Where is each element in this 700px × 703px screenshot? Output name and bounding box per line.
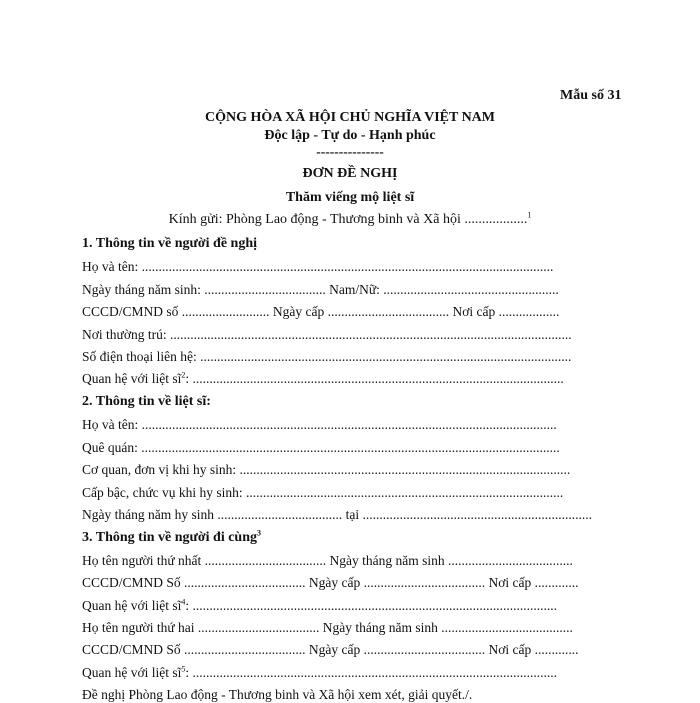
- recipient-text: Kính gửi: Phòng Lao động - Thương binh và Xã hội ..................: [168, 212, 528, 227]
- companion2-name-field[interactable]: Họ tên người thứ hai .................................... Ngày tháng năm sinh .......................................: [82, 620, 573, 635]
- applicant-name-field[interactable]: Họ và tên: ..........................................................................................................................: [82, 259, 554, 274]
- relation-dots: : ............................................................................................................: [185, 598, 558, 613]
- footnote-3: 3: [257, 528, 261, 538]
- footnote-4: 4: [181, 597, 186, 607]
- closing-statement: Đề nghị Phòng Lao động - Thương binh và Xã hội xem xét, giải quyết./.: [82, 687, 473, 702]
- doc-subtitle: Thăm viếng mộ liệt sĩ: [285, 190, 415, 205]
- relation-dots: : ..............................................................................................................: [185, 371, 564, 386]
- martyr-death-date-field[interactable]: Ngày tháng năm hy sinh ..................................... tại ....................................................................: [82, 507, 592, 522]
- header-divider: ---------------: [316, 144, 384, 159]
- section3-heading: [82, 530, 261, 546]
- recipient-line: [0, 212, 700, 228]
- form-number: Mẫu số 31: [560, 88, 622, 103]
- companion2-id-field[interactable]: CCCD/CMND Số .................................... Ngày cấp .................................... Nơi cấp .............: [82, 642, 579, 657]
- country-header: CỘNG HÒA XÃ HỘI CHỦ NGHĨA VIỆT NAM: [204, 110, 495, 125]
- martyr-name-field[interactable]: Họ và tên: ...........................................................................................................................: [82, 417, 557, 432]
- martyr-rank-field[interactable]: Cấp bậc, chức vụ khi hy sinh: ..............................................................................................: [82, 485, 564, 500]
- companion1-relation-field[interactable]: [82, 598, 557, 614]
- footnote-5: 5: [181, 664, 186, 674]
- relation-label: Quan hệ với liệt sĩ: [82, 665, 182, 680]
- applicant-relation-field[interactable]: [82, 371, 564, 387]
- applicant-id-field[interactable]: CCCD/CMND số .......................... Ngày cấp .................................... Nơi cấp ..................: [82, 304, 560, 319]
- applicant-phone-field[interactable]: Số điện thoại liên hệ: ..............................................................................................................: [82, 349, 572, 364]
- martyr-unit-field[interactable]: Cơ quan, đơn vị khi hy sinh: ..................................................................................................: [82, 462, 571, 477]
- section2-heading: 2. Thông tin về liệt sĩ:: [82, 394, 211, 409]
- relation-label: Quan hệ với liệt sĩ: [82, 598, 182, 613]
- relation-label: Quan hệ với liệt sĩ: [82, 371, 182, 386]
- companion1-name-field[interactable]: Họ tên người thứ nhất .................................... Ngày tháng năm sinh .....................................: [82, 553, 573, 568]
- companion2-relation-field[interactable]: [82, 665, 557, 681]
- applicant-residence-field[interactable]: Nơi thường trú: .......................................................................................................................: [82, 327, 572, 342]
- applicant-dob-field[interactable]: Ngày tháng năm sinh: .................................... Nam/Nữ: ....................................................: [82, 282, 559, 297]
- relation-dots: : ............................................................................................................: [185, 665, 558, 680]
- motto: Độc lập - Tự do - Hạnh phúc: [264, 128, 436, 143]
- footnote-2: 2: [181, 370, 186, 380]
- martyr-hometown-field[interactable]: Quê quán: ............................................................................................................................: [82, 440, 560, 455]
- companion1-id-field[interactable]: CCCD/CMND Số .................................... Ngày cấp .................................... Nơi cấp .............: [82, 575, 579, 590]
- doc-title: ĐƠN ĐỀ NGHỊ: [302, 166, 398, 181]
- section1-heading: 1. Thông tin về người đề nghị: [82, 236, 257, 251]
- footnote-1: 1: [527, 210, 532, 220]
- section3-heading-text: 3. Thông tin về người đi cùng: [82, 530, 257, 545]
